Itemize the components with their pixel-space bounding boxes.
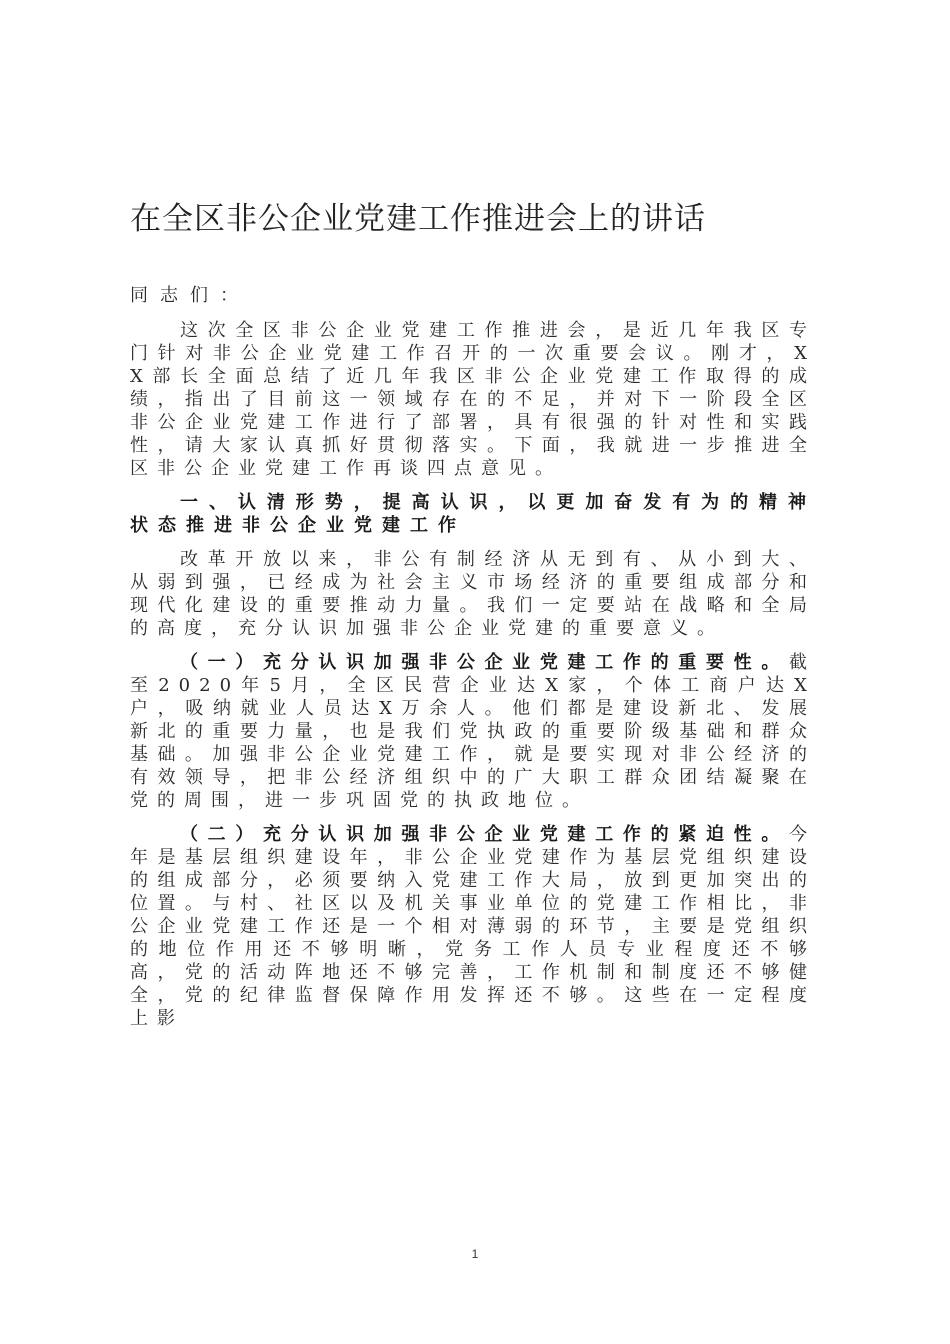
document-page: [130, 0, 816, 1344]
document-body: [130, 284, 816, 1030]
subsection-heading-2: （二）充分认识加强非公企业党建工作的紧迫性。: [180, 824, 789, 845]
page-number: 1: [471, 1247, 479, 1261]
paragraph-intro: 这次全区非公企业党建工作推进会，是近几年我区专门针对非公企业党建工作召开的一次重要会议。刚才，XX部长全面总结了近几年我区非公企业党建工作取得的成绩，指出了目前这一领域存在的不足，并对下一阶段全区非公企业党建工作进行了部署，具有很强的针对性和实践性，请大家认真抓好贯彻落实。下面，我就进一步推进全区非公企业党建工作再谈四点意见。: [130, 320, 816, 479]
subsection-heading-1: （一）充分认识加强非公企业党建工作的重要性。: [180, 652, 789, 673]
paragraph-section-1: 改革开放以来，非公有制经济从无到有、从小到大、从弱到强，已经成为社会主义市场经济的重要组成部分和现代化建设的重要推动力量。我们一定要站在战略和全局的高度，充分认识加强非公企业党建的重要意义。: [130, 549, 816, 639]
subsection-text-1: 截至2020年5月，全区民营企业达X家，个体工商户达X户，吸纳就业人员达X万余人。他们都是建设新北、发展新北的重要力量，也是我们党执政的重要阶级基础和群众基础。加强非公企业党建工作，就是要实现对非公经济的有效领导，把非公经济组织中的广大职工群众团结凝聚在党的周围，进一步巩固党的执政地位。: [130, 652, 816, 811]
paragraph-subsection-1: [130, 651, 816, 812]
paragraph-subsection-2: [130, 823, 816, 1030]
document-title: 在全区非公企业党建工作推进会上的讲话: [130, 201, 706, 237]
greeting: 同志们：: [130, 285, 250, 306]
subsection-text-2: 今年是基层组织建设年，非公企业党建作为基层党组织建设的组成部分，必须要纳入党建工作大局，放到更加突出的位置。与村、社区以及机关事业单位的党建工作相比，非公企业党建工作还是一个相对薄弱的环节，主要是党组织的地位作用还不够明晰，党务工作人员专业程度还不够高，党的活动阵地还不够完善，工作机制和制度还不够健全，党的纪律监督保障作用发挥还不够。这些在一定程度上影: [130, 824, 816, 1029]
section-heading-1: 一、认清形势，提高认识，以更加奋发有为的精神状态推进非公企业党建工作: [130, 492, 816, 536]
